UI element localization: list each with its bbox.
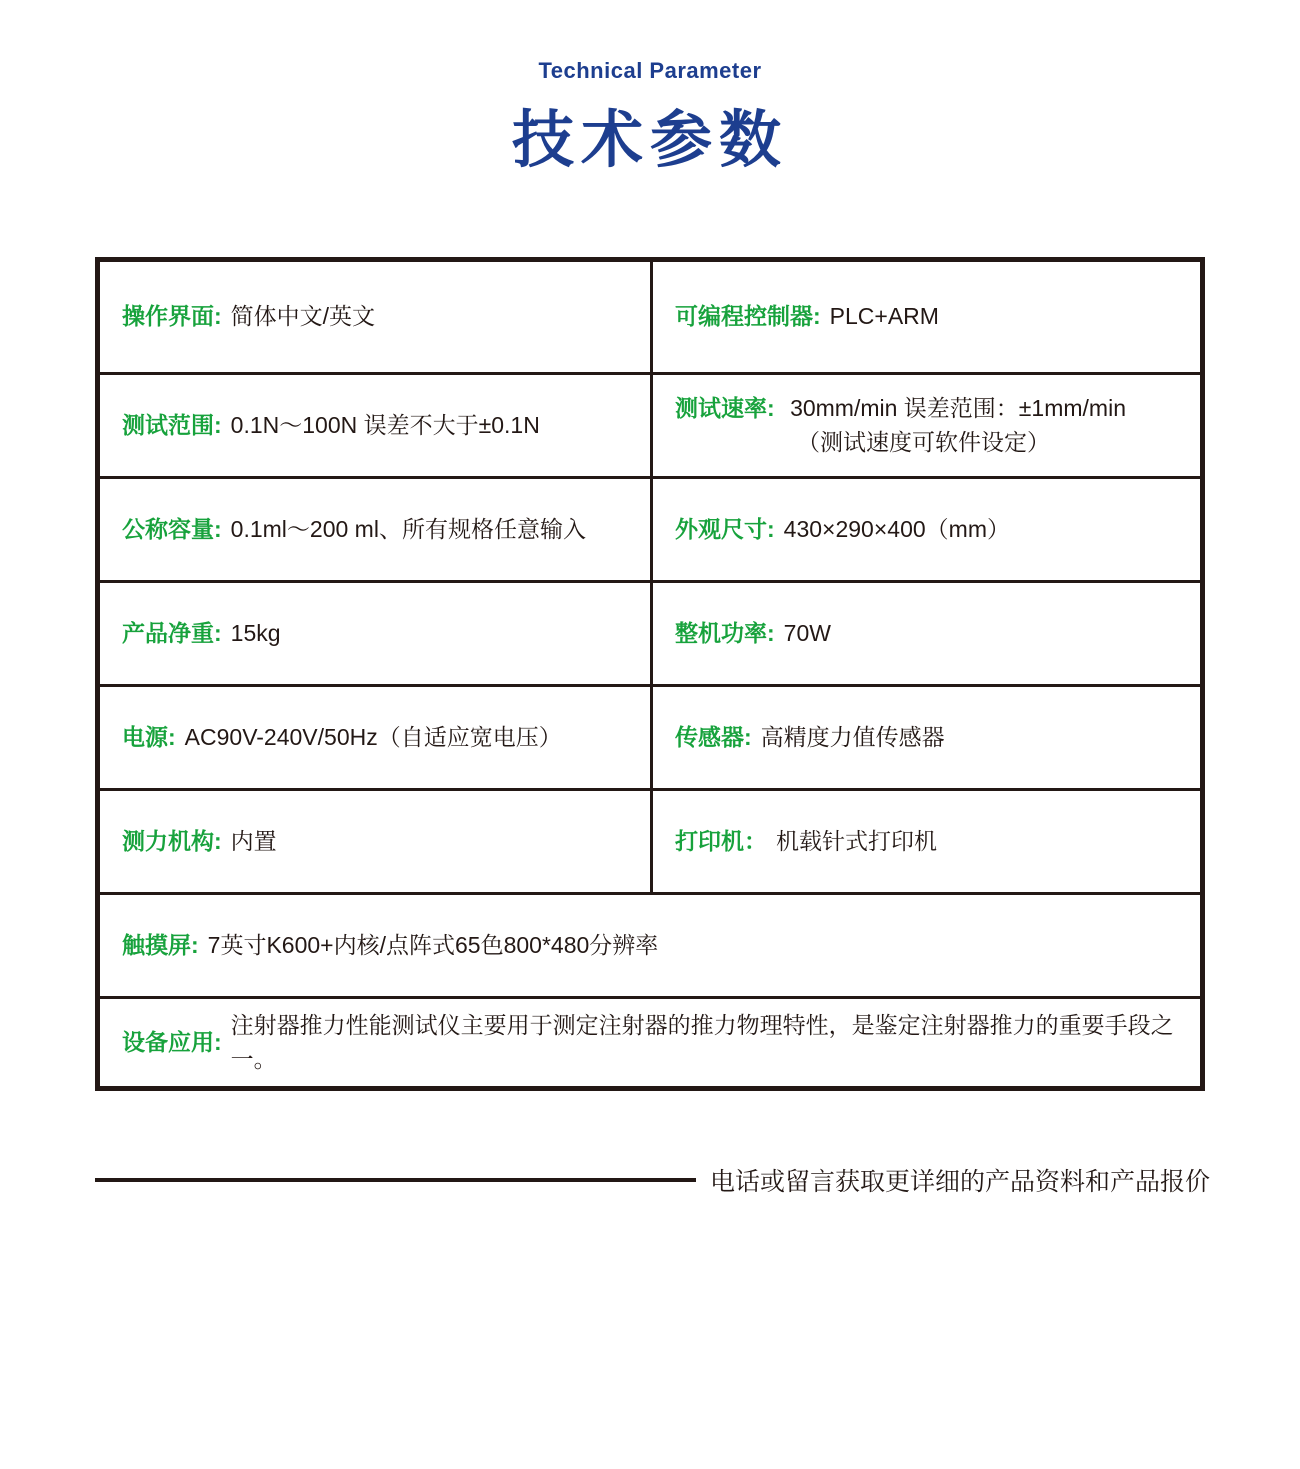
header bbox=[0, 0, 1300, 179]
param-value: 0.1ml～200 ml、所有规格任意输入 bbox=[230, 515, 586, 542]
param-value-line2: （测试速度可软件设定） bbox=[797, 428, 1050, 455]
param-label: 打印机： bbox=[675, 827, 767, 854]
cell-programmable-controller bbox=[650, 262, 1200, 372]
param-value: 430×290×400（mm） bbox=[783, 515, 1010, 542]
param-value: 70W bbox=[783, 619, 831, 646]
param-label: 公称容量: bbox=[122, 515, 222, 542]
param-multiline bbox=[675, 392, 1126, 459]
cell-nominal-capacity bbox=[100, 479, 650, 580]
cell-total-power bbox=[650, 583, 1200, 684]
cell-sensor bbox=[650, 687, 1200, 788]
cell-application bbox=[100, 999, 1200, 1086]
subtitle-en: Technical Parameter bbox=[538, 58, 762, 83]
cell-dimensions bbox=[650, 479, 1200, 580]
param-value: 高精度力值传感器 bbox=[760, 723, 945, 750]
param-value: 注射器推力性能测试仪主要用于测定注射器的推力物理特性，是鉴定注射器推力的重要手段之一。 bbox=[230, 1012, 1174, 1072]
param-value: 机载针式打印机 bbox=[776, 827, 937, 854]
table-row bbox=[100, 892, 1200, 996]
param-label: 整机功率: bbox=[675, 619, 775, 646]
cell-force-mechanism bbox=[100, 791, 650, 892]
param-label: 电源: bbox=[122, 723, 176, 750]
param-label: 操作界面: bbox=[122, 303, 222, 330]
param-value: 内置 bbox=[230, 827, 277, 854]
param-value: 0.1N～100N 误差不大于±0.1N bbox=[230, 411, 540, 438]
param-label: 设备应用: bbox=[122, 1028, 222, 1055]
param-label: 外观尺寸: bbox=[675, 515, 775, 542]
cell-net-weight bbox=[100, 583, 650, 684]
cell-printer bbox=[650, 791, 1200, 892]
cell-touchscreen bbox=[100, 895, 1200, 996]
param-label: 传感器: bbox=[675, 723, 752, 750]
table-row bbox=[100, 262, 1200, 372]
table-row bbox=[100, 996, 1200, 1086]
table-row bbox=[100, 476, 1200, 580]
param-label: 测试范围: bbox=[122, 411, 222, 438]
table-row bbox=[100, 372, 1200, 476]
spec-table bbox=[95, 257, 1205, 1091]
param-value: 简体中文/英文 bbox=[230, 303, 376, 330]
table-row bbox=[100, 788, 1200, 892]
cell-operation-interface bbox=[100, 262, 650, 372]
param-label: 测试速率: bbox=[675, 395, 775, 422]
cell-power-supply bbox=[100, 687, 650, 788]
param-value: 15kg bbox=[230, 619, 281, 646]
table-row bbox=[100, 684, 1200, 788]
param-value: PLC+ARM bbox=[829, 303, 939, 330]
cell-test-range bbox=[100, 375, 650, 476]
divider-line bbox=[95, 1178, 696, 1182]
page-title: 技术参数 bbox=[511, 106, 788, 175]
footer bbox=[95, 1162, 1210, 1198]
table-row bbox=[100, 580, 1200, 684]
param-label: 测力机构: bbox=[122, 827, 222, 854]
param-value: 30mm/min 误差范围：±1mm/min bbox=[790, 395, 1126, 422]
param-label: 可编程控制器: bbox=[675, 303, 821, 330]
cell-test-speed bbox=[650, 375, 1200, 476]
param-label: 产品净重: bbox=[122, 619, 222, 646]
param-value: 7英寸K600+内核/点阵式65色800*480分辨率 bbox=[207, 931, 659, 958]
param-label: 触摸屏: bbox=[122, 931, 199, 958]
contact-note: 电话或留言获取更详细的产品资料和产品报价 bbox=[709, 1168, 1210, 1196]
param-value: AC90V-240V/50Hz（自适应宽电压） bbox=[184, 723, 562, 750]
